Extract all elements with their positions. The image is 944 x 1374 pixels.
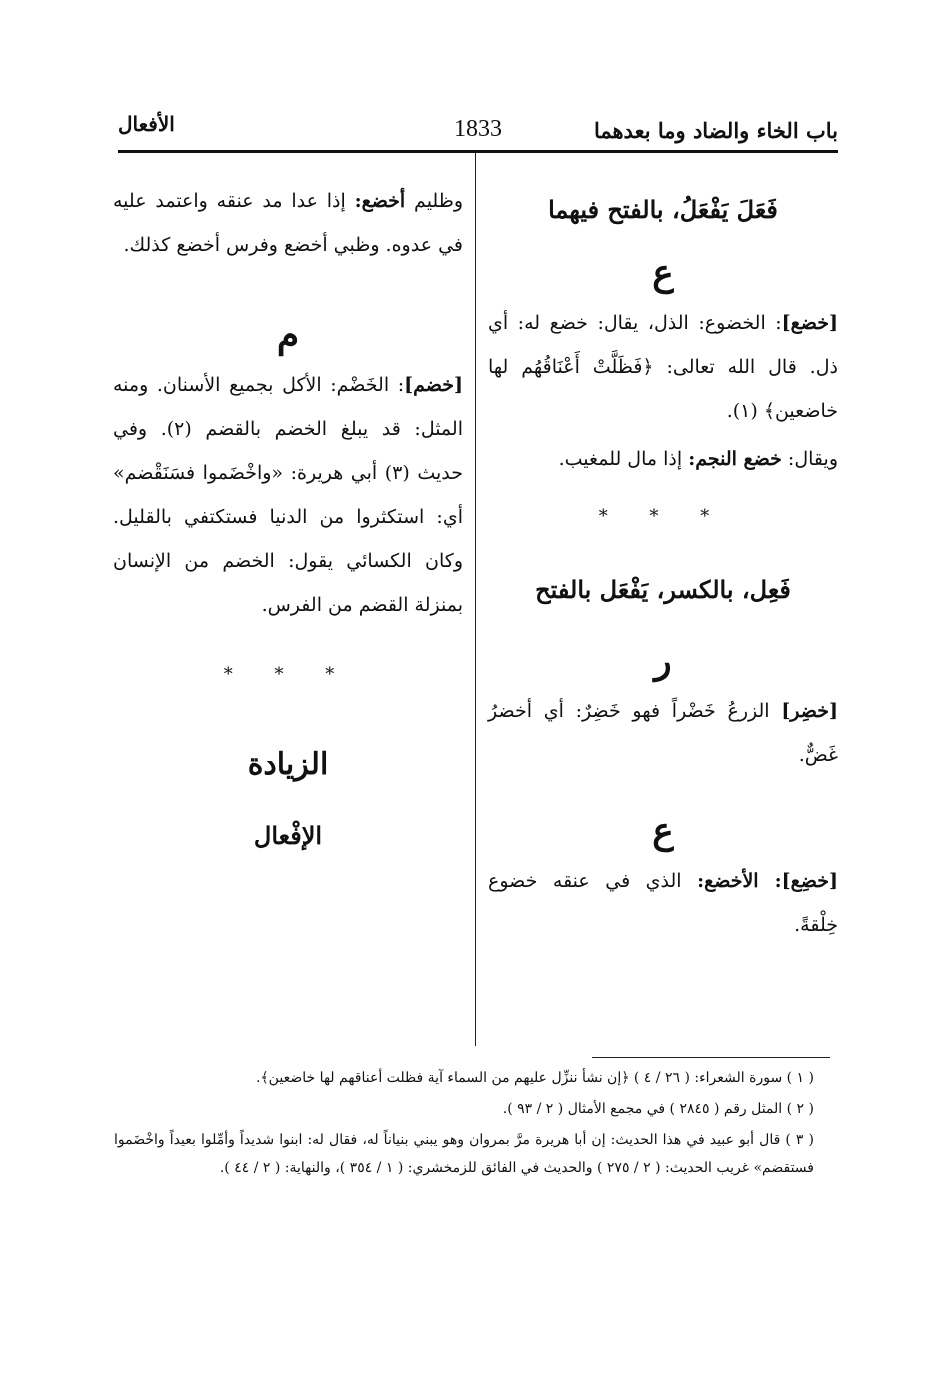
- footnote-rule: [592, 1057, 830, 1058]
- entry-head: [خضِر]: [781, 700, 838, 722]
- entry-text: إذا مال للمغيب.: [558, 448, 683, 470]
- root-letter-ra: ر: [654, 640, 672, 682]
- entry-text: : الخضوع: الذل، يقال: خضع له: أي ذل. قال الله تعالى: ﴿فَظَلَّتْ أَعْنَاقُهُم لها خاضعين﴾ (١).: [488, 312, 838, 422]
- entry-term: خضع النجم:: [688, 448, 782, 470]
- entry-head: [خضع]: [781, 312, 838, 334]
- root-letter-mim: م: [276, 314, 300, 356]
- entry-head: [خضم]: [404, 374, 463, 396]
- separator-stars: * * *: [598, 506, 728, 527]
- entry-lead: ويقال:: [787, 448, 838, 470]
- heading-fatha: فَعَلَ يَفْعَلُ، بالفتح فيهما: [548, 195, 778, 224]
- separator-stars: * * *: [223, 664, 353, 685]
- entry-khada: [488, 301, 838, 433]
- section-title: الأفعال: [118, 112, 175, 136]
- header-rule: [118, 150, 838, 153]
- running-header: [118, 108, 838, 152]
- entry-head: [خضِع]: [781, 870, 838, 892]
- entry-text: الذي في عنقه خضوع خِلْقةً.: [488, 870, 838, 936]
- entry-text: : الخَضْم: الأكل بجميع الأسنان. ومنه المثل: قد يبلغ الخضم بالقضم (٢). وفي حديث (٣) أبي هريرة: «واخْضَموا فسَنَقْضم» أي: استكثروا من الدنيا فستكتفي بالقليل. وكان الكسائي يقول: الخضم من الإنسان بمنزلة القضم من الفرس.: [113, 374, 463, 616]
- footnote-2: ( ٢ ) المثل رقم ( ٢٨٤٥ ) في مجمع الأمثال ( ٢ / ٩٣ ).: [502, 1101, 814, 1117]
- left-column: [113, 165, 463, 859]
- right-column: [488, 165, 838, 947]
- entry-zalim-akhda: [113, 179, 463, 267]
- entry-term: أخضع:: [354, 190, 406, 212]
- entry-khadir: [488, 689, 838, 777]
- entry-lead: وظليم: [414, 190, 464, 212]
- entry-term: : الأخضع:: [697, 870, 782, 892]
- root-letter-ain-2: ع: [652, 810, 674, 852]
- page-number: 1833: [454, 116, 502, 142]
- column-divider: [475, 153, 476, 1046]
- chapter-title: باب الخاء والضاد وما بعدهما: [593, 118, 838, 143]
- subheading-ifal: الإفْعال: [253, 821, 323, 850]
- footnote-3: ( ٣ ) قال أبو عبيد في هذا الحديث: إن أبا هريرة مرَّ بمروان وهو يبني بنياناً له، فقال له: ابنوا شديداً وأمِّلوا بعيداً واخْضَموا فستقضم» غريب الحديث: ( ٢ / ٢٧٥ ) والحديث في الفائق للزمخشري: ( ١ / ٣٥٤ )، والنهاية: ( ٢ / ٤٤ ).: [114, 1132, 814, 1176]
- entry-akhda: [488, 859, 838, 947]
- entry-khada-najm: [488, 437, 838, 481]
- heading-kasra: فَعِل، بالكسر، يَفْعَل بالفتح: [535, 575, 791, 604]
- root-letter-ain: ع: [652, 252, 674, 294]
- entry-khadm: [113, 363, 463, 627]
- footnote-1: ( ١ ) سورة الشعراء: ( ٢٦ / ٤ ) ﴿إن نشأ ننزِّل عليهم من السماء آية فظلت أعناقهم لها خاضعين﴾.: [256, 1070, 814, 1086]
- chapter-heading-ziyada: الزيادة: [247, 747, 329, 782]
- entry-text: إذا عدا مد عنقه واعتمد عليه في عدوه. وظبي أخضع وفرس أخضع كذلك.: [113, 190, 463, 256]
- entry-text: الزرعُ خَضْراً فهو خَضِرٌ: أي أخضرُ غَضٌّ.: [488, 700, 838, 766]
